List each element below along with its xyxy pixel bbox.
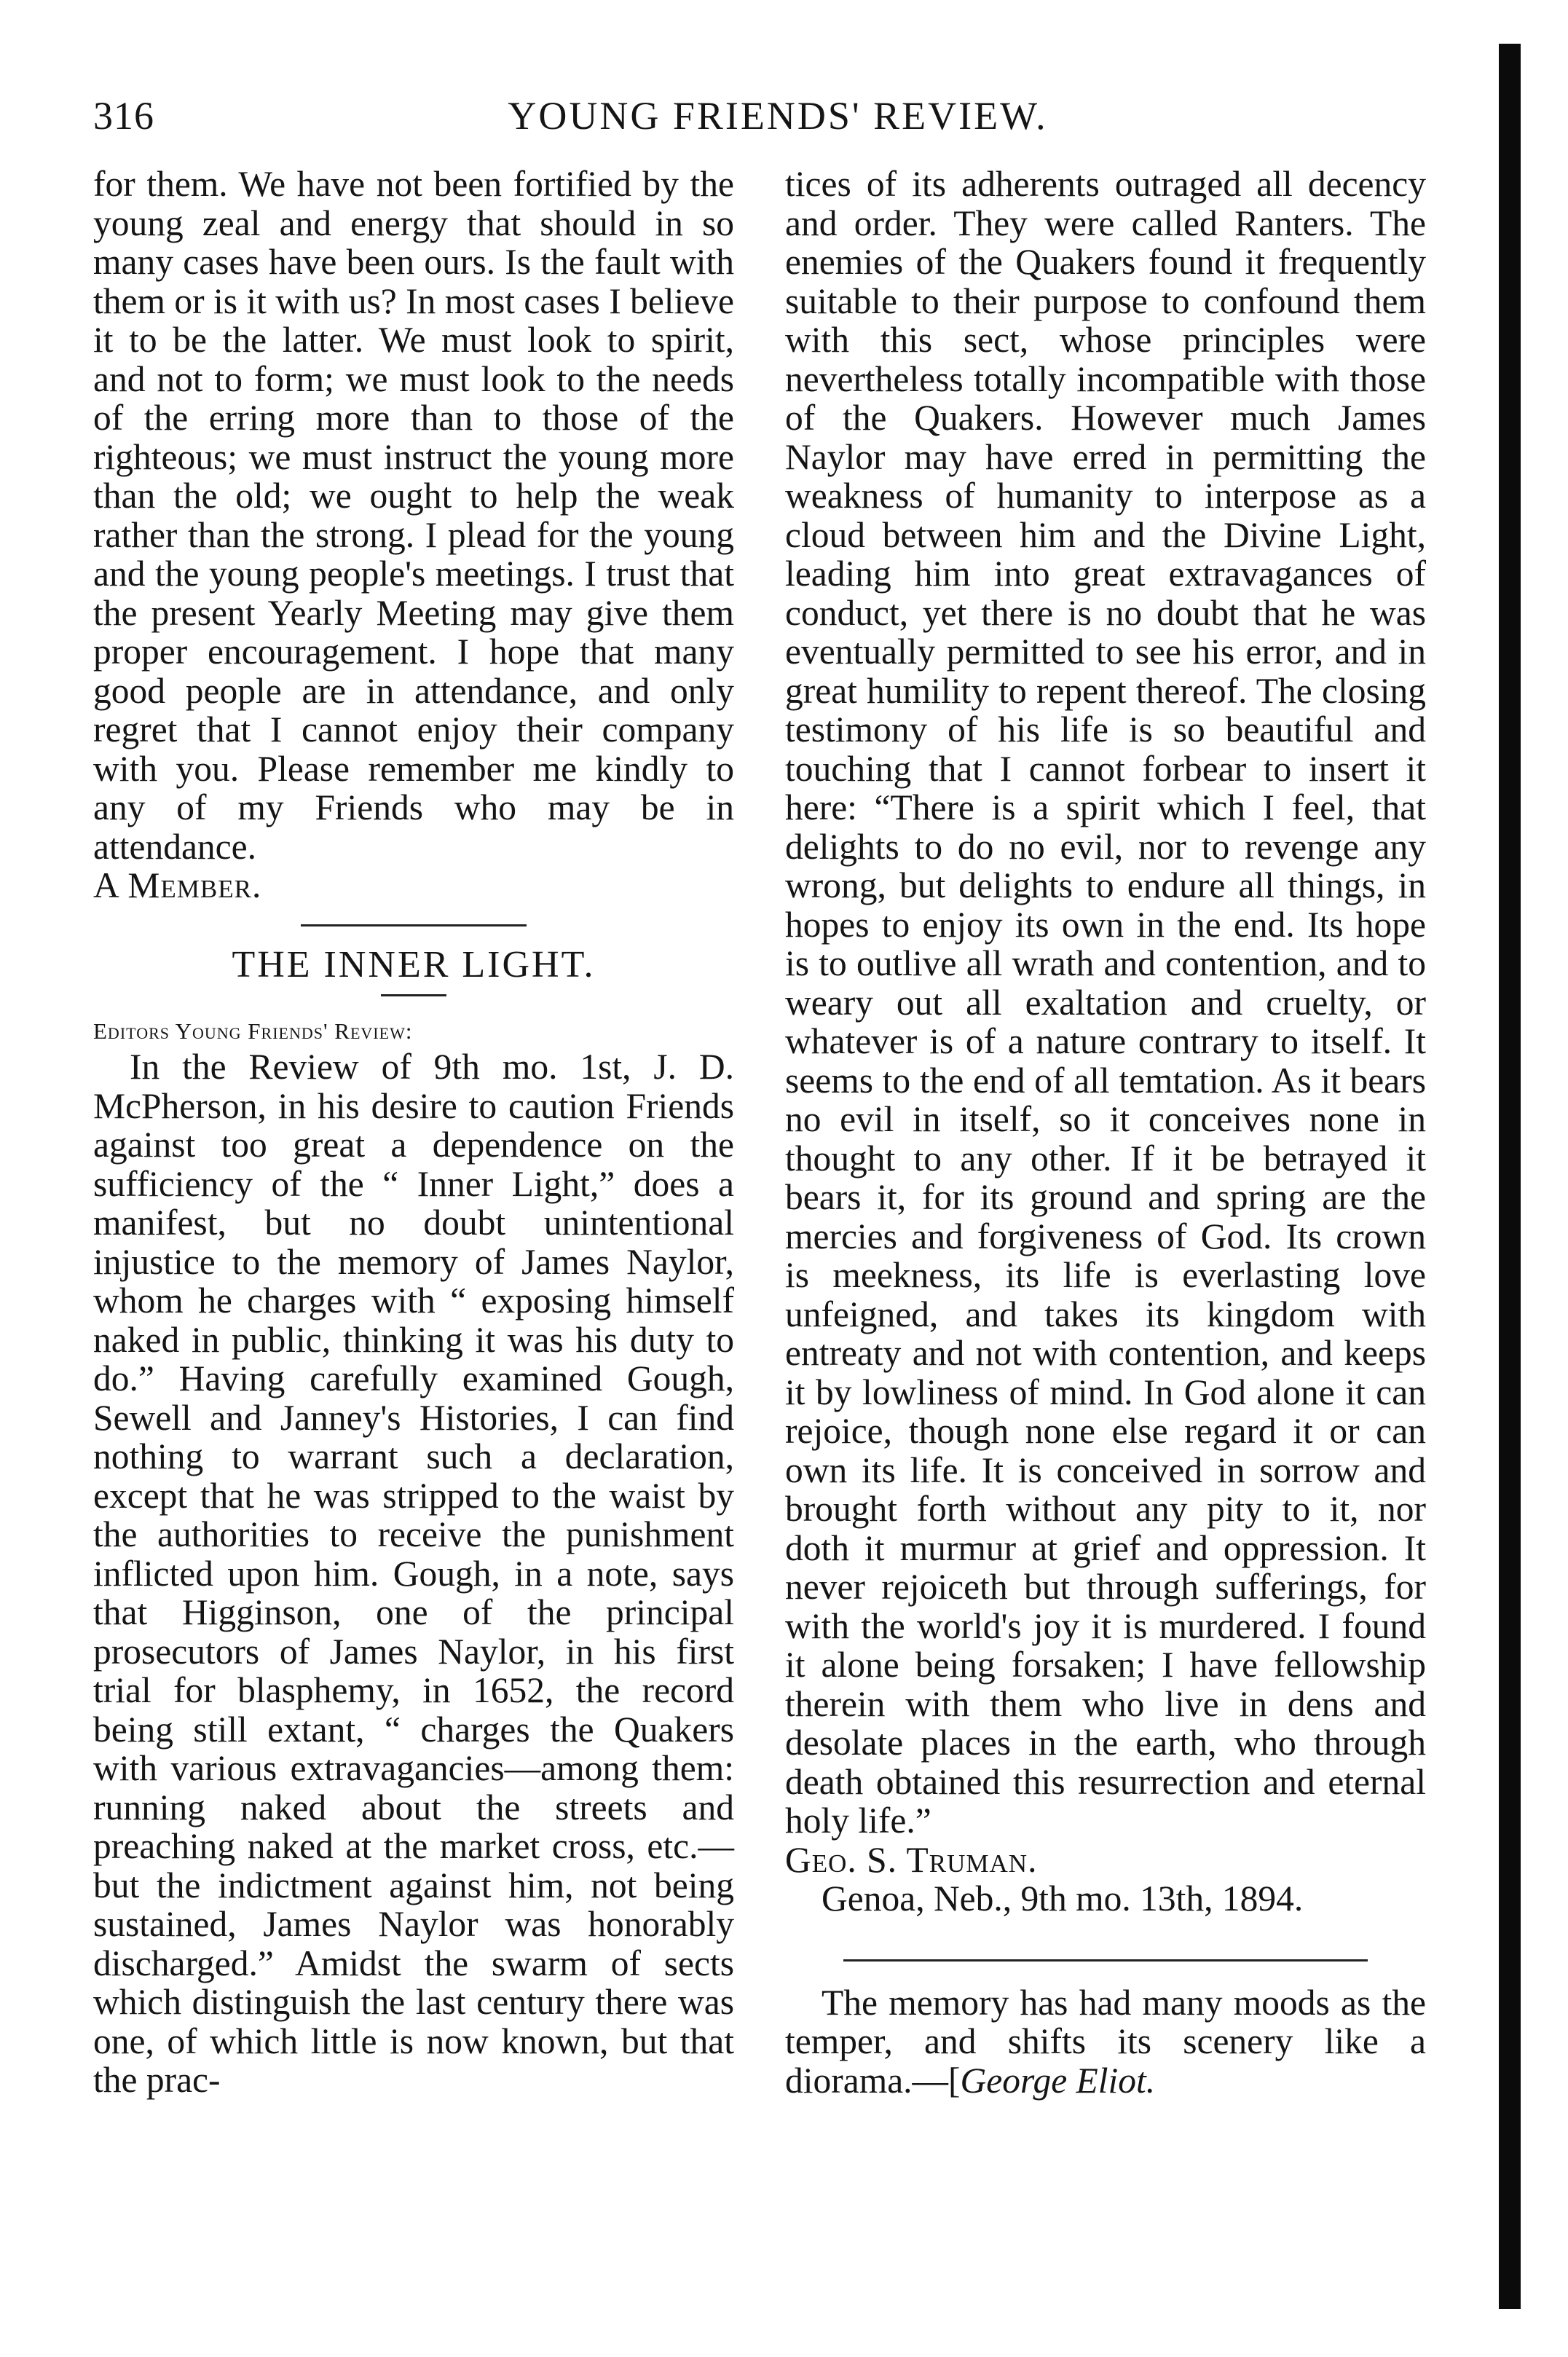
closing-quote (785, 1983, 1426, 2101)
letter-signature: A Member. (93, 865, 262, 905)
article-title: THE INNER LIGHT. (232, 943, 596, 985)
article-continuation: tices of its adherents outraged all decency and order. They were called Ranters. The enemies of the Quakers found it frequently suitable to their purpose to confound them with this sect, whose principles were nevertheless totally incompatible with those of the Quakers. However much James Naylor may have erred in permitting the weakness of humanity to interpose as a cloud between him and the Divine Light, leading him into great extravagances of conduct, yet there is no doubt that he was eventually permitted to see his error, and in great humility to repent thereof. The closing testimony of his life is so beautiful and touching that I cannot forbear to insert it here: “There is a spirit which I feel, that delights to do no evil, nor to revenge any wrong, but delights to endure all things, in hopes to enjoy its own in the end. Its hope is to outlive all wrath and contention, and to weary out all exaltation and cruelty, or whatever is of a nature contrary to itself. It seems to the end of all temtation. As it bears no evil in itself, so it conceives none in thought to any other. If it be betrayed it bears it, for its ground and spring are the mercies and forgiveness of God. Its crown is meekness, its life is everlasting love unfeigned, and takes its kingdom with entreaty and not with contention, and keeps it by lowliness of mind. In God alone it can rejoice, though none else regard it or can own its life. It is conceived in sorrow and brought forth without any pity to it, nor doth it murmur at grief and oppression. It never rejoiceth but through sufferings, for with the world's joy it is murdered. I found it alone being forsaken; I have fellowship therein with them who live in dens and desolate places in the earth, who through death obtained this resurrection and eternal holy life.” (785, 164, 1426, 1841)
article-signature: Geo. S. Truman. (785, 1839, 1038, 1880)
running-head: YOUNG FRIENDS' REVIEW. (508, 94, 1048, 138)
right-column (785, 165, 1426, 2100)
section-divider (301, 924, 527, 926)
quote-attribution: George Eliot. (960, 2060, 1156, 2101)
left-column (93, 165, 734, 2100)
quote-divider (843, 1959, 1368, 1961)
page-edge-shadow (1499, 44, 1521, 2309)
page-header (93, 93, 1462, 152)
letter-continuation: for them. We have not been fortified by the young zeal and energy that should in so many cases have been ours. Is the fault with them or is it with us? In most cases I believe it to be the latter. We must look to spirit, and not to form; we must look to the needs of the erring more than to those of the righteous; we must instruct the young more than the old; we ought to help the weak rather than the strong. I plead for the young and the young people's meetings. I trust that the present Yearly Meeting may give them proper encouragement. I hope that many good people are in attendance, and only regret that I cannot enjoy their company with you. Please remember me kindly to any of my Friends who may be in attendance. (93, 164, 734, 867)
salutation: Editors Young Friends' Review: (93, 1018, 413, 1044)
article-body: In the Review of 9th mo. 1st, J. D. McPherson, in his desire to caution Friends against too great a dependence on the sufficiency of the “ Inner Light,” does a manifest, but no doubt unintentional injustice to the memory of James Naylor, whom he charges with “ exposing himself naked in public, thinking it was his duty to do.” Having carefully examined Gough, Sewell and Janney's Histories, I can find nothing to warrant such a declaration, except that he was stripped to the waist by the authorities to receive the punishment inflicted upon him. Gough, in a note, says that Higginson, one of the principal prosecutors of James Naylor, in his first trial for blasphemy, in 1652, the record being still extant, “ charges the Quakers with various extravagancies—among them: running naked about the streets and preaching naked at the market cross, etc.—but the indictment against him, not being sustained, James Naylor was honorably discharged.” Amidst the swarm of sects which distinguish the last century there was one, of which little is now known, but that the prac- (93, 1047, 734, 2100)
quote-text: The memory has had many moods as the temper, and shifts its scenery like a diorama.—[ (785, 1982, 1426, 2101)
dateline: Genoa, Neb., 9th mo. 13th, 1894. (822, 1878, 1304, 1919)
title-divider (381, 994, 446, 996)
page-number: 316 (93, 94, 154, 138)
